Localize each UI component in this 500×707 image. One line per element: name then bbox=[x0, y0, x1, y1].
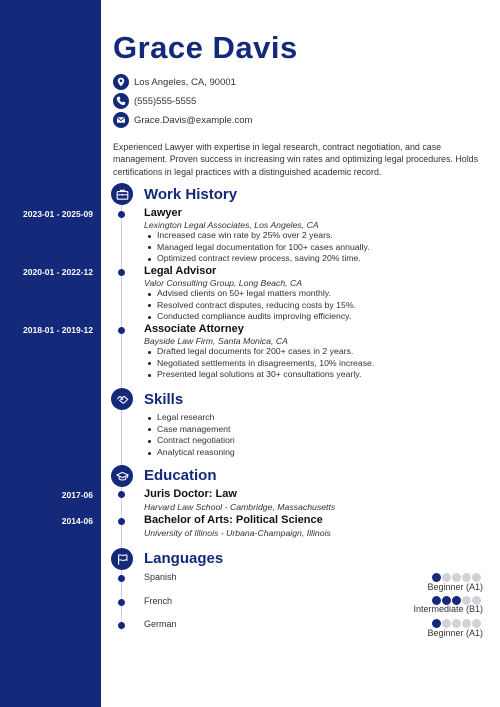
skills-list bbox=[147, 412, 487, 459]
email-text: Grace.Davis@example.com bbox=[134, 114, 253, 126]
list-item: Contract negotiation bbox=[147, 435, 487, 447]
sidebar bbox=[0, 0, 101, 707]
rating-dot bbox=[472, 619, 481, 628]
list-item: Resolved contract disputes, reducing costs by 15%. bbox=[147, 300, 487, 312]
job-bullets bbox=[147, 346, 487, 381]
list-item: Optimized contract review process, saving 20% time. bbox=[147, 253, 487, 265]
rating-dot bbox=[452, 619, 461, 628]
flag-icon bbox=[111, 548, 133, 570]
school-name: University of Illinois - Urbana-Champaign, Illinois bbox=[144, 528, 331, 538]
job-bullets bbox=[147, 288, 487, 323]
timeline-dot bbox=[118, 599, 125, 606]
language-level: Beginner (A1) bbox=[427, 582, 483, 592]
list-item: Increased case win rate by 25% over 2 years. bbox=[147, 230, 487, 242]
list-item: Analytical reasoning bbox=[147, 447, 487, 459]
timeline-dot bbox=[118, 269, 125, 276]
degree-title: Juris Doctor: Law bbox=[144, 488, 237, 500]
education-year: 2017-06 bbox=[61, 490, 93, 500]
language-name: French bbox=[144, 596, 173, 606]
contact-phone bbox=[113, 93, 196, 109]
job-dates: 2020-01 - 2022-12 bbox=[23, 267, 93, 277]
graduation-cap-icon bbox=[111, 465, 133, 487]
job-bullets bbox=[147, 230, 487, 265]
timeline-dot bbox=[118, 327, 125, 334]
rating-dot bbox=[432, 619, 441, 628]
location-pin-icon bbox=[113, 74, 129, 90]
degree-title: Bachelor of Arts: Political Science bbox=[144, 514, 323, 526]
briefcase-icon bbox=[111, 183, 133, 205]
list-item: Case management bbox=[147, 424, 487, 436]
rating-dot bbox=[462, 619, 471, 628]
job-title: Lawyer bbox=[144, 207, 182, 219]
list-item: Conducted compliance audits improving efficiency. bbox=[147, 311, 487, 323]
section-title-skills: Skills bbox=[144, 391, 184, 408]
school-name: Harvard Law School - Cambridge, Massachusetts bbox=[144, 502, 336, 512]
list-item: Drafted legal documents for 200+ cases in 2 years. bbox=[147, 346, 487, 358]
language-level: Beginner (A1) bbox=[427, 628, 483, 638]
email-icon bbox=[113, 112, 129, 128]
timeline-dot bbox=[118, 491, 125, 498]
contact-email bbox=[113, 112, 252, 128]
candidate-name: Grace Davis bbox=[113, 30, 298, 65]
list-item: Managed legal documentation for 100+ cases annually. bbox=[147, 242, 487, 254]
section-title-work-history: Work History bbox=[144, 186, 238, 203]
section-title-education: Education bbox=[144, 467, 217, 484]
job-company: Valor Consulting Group, Long Beach, CA bbox=[144, 278, 303, 288]
list-item: Presented legal solutions at 30+ consultations yearly. bbox=[147, 369, 487, 381]
list-item: Negotiated settlements in disagreements, 10% increase. bbox=[147, 358, 487, 370]
rating-dot bbox=[432, 573, 441, 582]
rating-dot bbox=[462, 573, 471, 582]
job-dates: 2018-01 - 2019-12 bbox=[23, 325, 93, 335]
phone-icon bbox=[113, 93, 129, 109]
handshake-icon bbox=[111, 388, 133, 410]
language-level: Intermediate (B1) bbox=[413, 604, 483, 614]
timeline-dot bbox=[118, 622, 125, 629]
section-title-languages: Languages bbox=[144, 550, 224, 567]
timeline-dot bbox=[118, 518, 125, 525]
contact-address bbox=[113, 74, 236, 90]
education-year: 2014-06 bbox=[61, 516, 93, 526]
timeline-dot bbox=[118, 211, 125, 218]
job-title: Legal Advisor bbox=[144, 265, 217, 277]
list-item: Legal research bbox=[147, 412, 487, 424]
rating-dot bbox=[442, 619, 451, 628]
language-name: Spanish bbox=[144, 572, 177, 582]
address-text: Los Angeles, CA, 90001 bbox=[134, 76, 236, 88]
job-dates: 2023-01 - 2025-09 bbox=[23, 209, 93, 219]
timeline-dot bbox=[118, 575, 125, 582]
language-name: German bbox=[144, 619, 177, 629]
job-company: Bayside Law Firm, Santa Monica, CA bbox=[144, 336, 288, 346]
rating-dot bbox=[472, 573, 481, 582]
list-item: Advised clients on 50+ legal matters monthly. bbox=[147, 288, 487, 300]
rating-dot bbox=[442, 573, 451, 582]
rating-dot bbox=[452, 573, 461, 582]
phone-text: (555)555-5555 bbox=[134, 95, 197, 107]
professional-summary: Experienced Lawyer with expertise in legal research, contract negotiation, and case management. Proven success in increasing win rates and optimizing legal procedures. Holds certifications in legal practices with a distinguished academic record. bbox=[113, 142, 479, 177]
job-company: Lexington Legal Associates, Los Angeles, CA bbox=[144, 220, 319, 230]
job-title: Associate Attorney bbox=[144, 323, 244, 335]
